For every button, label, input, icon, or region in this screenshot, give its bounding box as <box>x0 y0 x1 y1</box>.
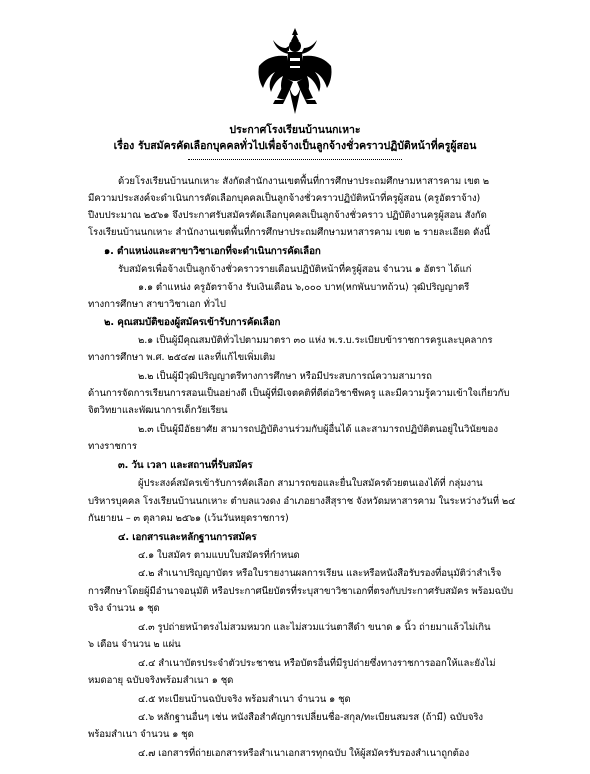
section-heading: ๑. ตำแหน่งและสาขาวิชาเอกที่จะดำเนินการคัดเลือก <box>104 246 321 257</box>
body-line: ๔.๑ ใบสมัคร ตามแบบใบสมัครที่กำหนด <box>138 550 300 561</box>
body-line: ๒.๓ เป็นผู้มีอัธยาศัย สามารถปฏิบัติงานร่วมกับผู้อื่นได้ และสามารถปฏิบัติตนอยู่ในวินัยของ <box>138 424 498 435</box>
section-heading: ๔. เอกสารและหลักฐานการสมัคร <box>118 532 257 543</box>
body-line: บริหารบุคคล โรงเรียนบ้านนกเหาะ ตำบลแวงดง อำเภอยางสีสุราช จังหวัดมหาสารคาม ในระหว่างวันที่ ๒๔ <box>88 496 516 507</box>
body-line: ๒.๒ เป็นผู้มีวุฒิปริญญาตรีทางการศึกษา หรือมีประสบการณ์ความสามารถ <box>138 371 432 382</box>
body-line: จริง จำนวน ๑ ชุด <box>88 603 160 614</box>
body-line: ๖ เดือน จำนวน ๒ แผ่น <box>88 639 181 650</box>
body-line: ๒.๑ เป็นผู้มีคุณสมบัติทั่วไปตามมาตรา ๓๐ แห่ง พ.ร.บ.ระเบียบข้าราชการครูและบุคลากร <box>138 335 493 346</box>
body-line: ปีงบประมาณ ๒๕๖๑ จึงประกาศรับสมัครคัดเลือกบุคคลเป็นลูกจ้างชั่วคราว ปฏิบัติงานครูผู้สอน สังกัด <box>88 210 487 221</box>
body-line: ๔.๓ รูปถ่ายหน้าตรงไม่สวมหมวก และไม่สวมแว่นตาสีดำ ขนาด ๑ นิ้ว ถ่ายมาแล้วไม่เกิน <box>138 622 491 633</box>
body-line: ด้านการจัดการเรียนการสอนเป็นอย่างดี เป็นผู้ที่มีเจตคติที่ดีต่อวิชาชีพครู และมีความรู้ความเข้าใจเกี่ยวกับ <box>88 388 510 399</box>
body-line: ทางราชการ <box>88 441 137 452</box>
section-heading: ๒. คุณสมบัติของผู้สมัครเข้ารับการคัดเลือก <box>104 317 281 328</box>
body-line: พร้อมสำเนา จำนวน ๑ ชุด <box>88 729 194 740</box>
body-line: จิตวิทยาและพัฒนาการเด็กวัยเรียน <box>88 405 228 416</box>
body-line: กันยายน – ๓ ตุลาคม ๒๕๖๑ (เว้นวันหยุดราชการ) <box>88 513 289 524</box>
body-line: มีความประสงค์จะดำเนินการคัดเลือกบุคคลเป็นลูกจ้างชั่วคราวปฏิบัติหน้าที่ครูผู้สอน (ครูอัตราจ้าง) <box>88 193 481 204</box>
body-line: ผู้ประสงค์สมัครเข้ารับการคัดเลือก สามารถขอและยื่นใบสมัครด้วยตนเองได้ที่ กลุ่มงาน <box>138 478 483 489</box>
announcement-subject: เรื่อง รับสมัครคัดเลือกบุคคลทั่วไปเพื่อจ้างเป็นลูกจ้างชั่วคราวปฏิบัติหน้าที่ครูผู้สอน <box>113 140 477 152</box>
body-line: ๔.๕ ทะเบียนบ้านฉบับจริง พร้อมสำเนา จำนวน ๑ ชุด <box>138 694 351 705</box>
body-line: ๔.๔ สำเนาบัตรประจำตัวประชาชน หรือบัตรอื่นที่มีรูปถ่ายซึ่งทางราชการออกให้และยังไม่ <box>138 658 496 669</box>
body-line: ทางการศึกษา พ.ศ. ๒๕๔๗ และที่แก้ไขเพิ่มเติม <box>88 352 276 363</box>
garuda-emblem-icon <box>255 26 335 118</box>
body-line: ๑.๑ ตำแหน่ง ครูอัตราจ้าง รับเงินเดือน ๖,๐๐๐ บาท(หกพันบาทถ้วน) วุฒิปริญญาตรี <box>138 282 470 293</box>
section-heading: ๓. วัน เวลา และสถานที่รับสมัคร <box>118 460 253 471</box>
announcement-title: ประกาศโรงเรียนบ้านนกเหาะ <box>229 124 361 136</box>
body-line: การศึกษาโดยผู้มีอำนาจอนุมัติ หรือประกาศนียบัตรที่ระบุสาขาวิชาเอกที่ตรงกับประกาศรับสมัคร พร้อมฉบับ <box>88 586 513 597</box>
body-line: ทางการศึกษา สาขาวิชาเอก ทั่วไป <box>88 299 226 310</box>
body-line: หมดอายุ ฉบับจริงพร้อมสำเนา ๑ ชุด <box>88 675 234 686</box>
title-separator <box>188 159 402 160</box>
body-line: รับสมัครเพื่อจ้างเป็นลูกจ้างชั่วคราวรายเดือนปฏิบัติหน้าที่ครูผู้สอน จำนวน ๑ อัตรา ได้แก่ <box>118 264 472 275</box>
body-line: ๔.๗ เอกสารที่ถ่ายเอกสารหรือสำเนาเอกสารทุกฉบับ ให้ผู้สมัครรับรองสำเนาถูกต้อง <box>138 748 470 759</box>
body-line: ๔.๖ หลักฐานอื่นๆ เช่น หนังสือสำคัญการเปลี่ยนชื่อ-สกุล/ทะเบียนสมรส (ถ้ามี) ฉบับจริง <box>138 712 484 723</box>
body-line: ด้วยโรงเรียนบ้านนกเหาะ สังกัดสำนักงานเขตพื้นที่การศึกษาประถมศึกษามหาสารคาม เขต ๒ <box>118 176 489 187</box>
body-line: โรงเรียนบ้านนกเหาะ สำนักงานเขตพื้นที่การศึกษาประถมศึกษามหาสารคาม เขต ๒ รายละเอียด ดังนี้ <box>88 227 491 238</box>
body-line: ๔.๒ สำเนาปริญญาบัตร หรือใบรายงานผลการเรียน และหรือหนังสือรับรองที่อนุมัติว่าสำเร็จ <box>138 568 502 579</box>
